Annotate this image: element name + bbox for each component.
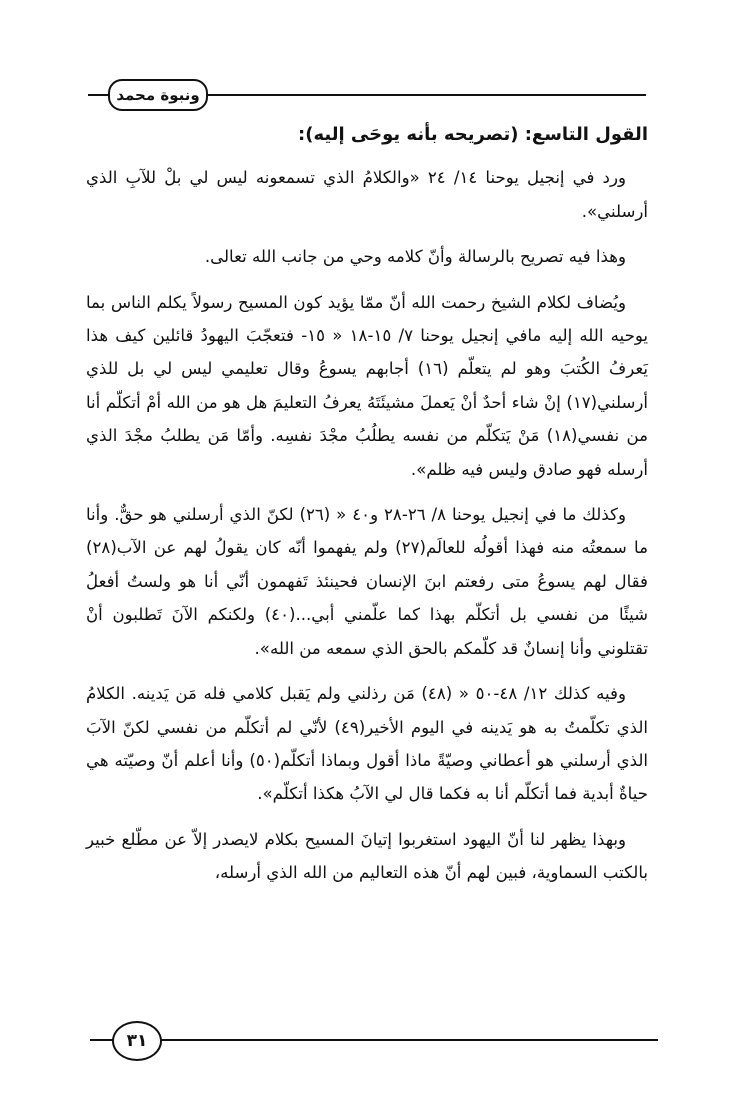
paragraph-5: وفيه كذلك ١٢/ ٤٨-٥٠ « (٤٨) مَن رذلني ولم يَقبل كلامي فله مَن يَدينه. الكلامُ الذي تكلّمتُ به هو يَدينه في اليوم الأخير(٤٩) لأنّي لم أتكلّم من نفسي لكنّ الآبَ الذي أرسلني هو أعطاني وصيّةً ماذا أقول وبماذا أتكلّم(٥٠) وأنا أعلم أنّ وصيّته هي حياةٌ أبدية فما أتكلّم أنا به فكما قال لي الآبُ هكذا أتكلّم». [86, 684, 648, 804]
running-header-text: ونبوة محمد [116, 86, 200, 104]
paragraph-3: ويُضاف لكلام الشيخ رحمت الله أنّ ممّا يؤيد كون المسيح رسولاً يكلم الناس بما يوحيه الله إليه مافي إنجيل يوحنا ٧/ ١٥-١٨ « ١٥- فتعجّبَ اليهودُ قائلين كيف هذا يَعرفُ الكُتبَ وهو لم يتعلّم (١٦) أجابهم يسوعُ وقال تعليمي ليس لي بل للذي أرسلني(١٧) إنْ شاء أحدٌ أنْ يَعملَ مشيئَتَهُ يعرفُ التعليمَ هل هو من الله أمْ أتكلّم أنا من نفسي(١٨) مَنْ يَتكلّم من نفسه يطلُبُ مجْدَ نفسِه. وأمّا مَن يطلبُ مجْدَ الذي أرسله فهو صادق وليس فيه ظلم». [86, 292, 649, 479]
paragraph-4: وكذلك ما في إنجيل يوحنا ٨/ ٢٦-٢٨ و٤٠ « (٢٦) لكنّ الذي أرسلني هو حقٌّ. وأنا ما سمعتُه منه فهذا أقولُه للعالَم(٢٧) ولم يفهموا أنّه كان يقولُ لهم عن الآب(٢٨) فقال لهم يسوعُ متى رفعتم ابنَ الإنسان فحينئذ تَفهمون أنّي أنا هو ولستُ أفعلُ شيئًا من نفسي بل أتكلّم بهذا كما علّمني أبي...(٤٠) ولكنكم الآنَ تَطلبون أنْ تقتلوني وأنا إنسانٌ قد كلّمكم بالحق الذي سمعه من الله». [86, 505, 648, 658]
page-number-badge [112, 1021, 162, 1061]
running-header-badge [108, 79, 208, 111]
footer-rule [90, 1039, 658, 1041]
page-body [86, 118, 648, 902]
paragraph-1: ورد في إنجيل يوحنا ١٤/ ٢٤ «والكلامُ الذي تسمعونه ليس لي بلْ للآبِ الذي أرسلني». [86, 168, 648, 221]
section-heading: القول التاسع: (تصريحه بأنه يوحَى إليه): [298, 124, 648, 145]
page-number: ٣١ [126, 1031, 148, 1051]
paragraph-2: وهذا فيه تصريح بالرسالة وأنّ كلامه وحي من جانب الله تعالى. [204, 247, 626, 267]
paragraph-6: وبهذا يظهر لنا أنّ اليهود استغربوا إتيانَ المسيح بكلام لايصدر إلاّ عن مطّلع خبير بالكتب السماوية، فبين لهم أنّ هذه التعاليم من الله الذي أرسله، [86, 829, 648, 883]
